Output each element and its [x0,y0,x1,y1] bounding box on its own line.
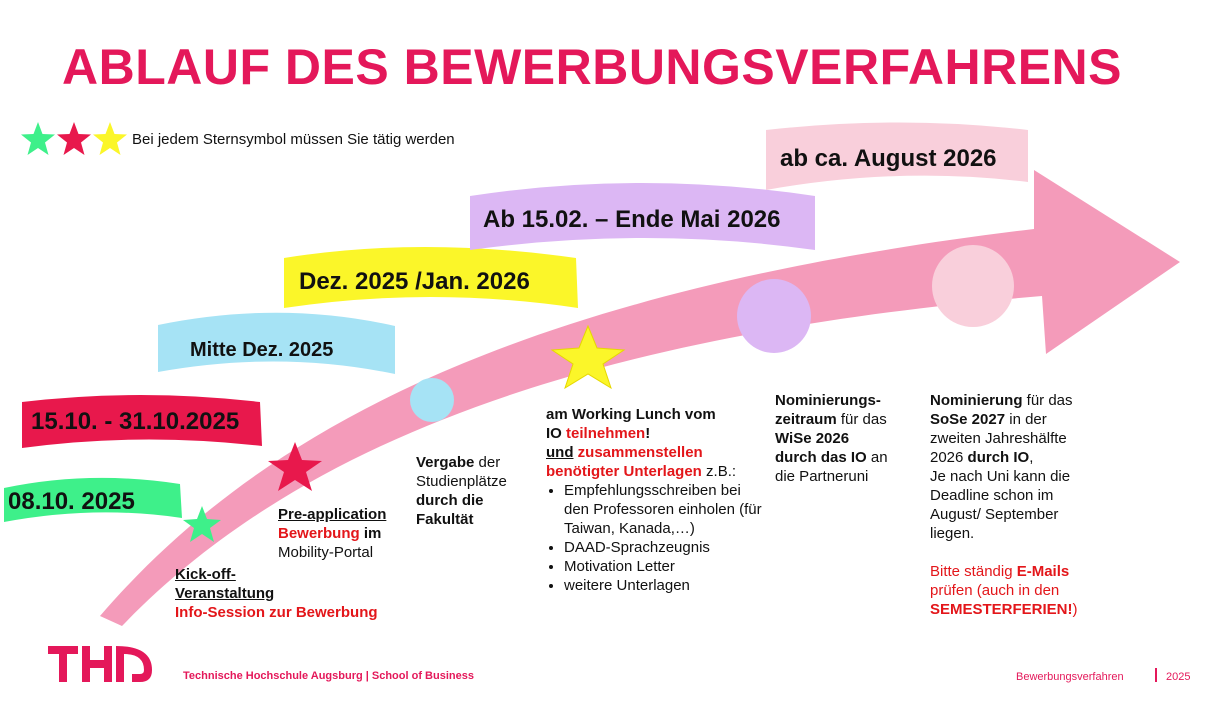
banner-label-5: Ab 15.02. – Ende Mai 2026 [483,206,781,233]
star-green-icon [20,121,56,157]
banner-label-1: 08.10. 2025 [8,488,135,515]
vergabe-bold: Vergabe [416,454,475,471]
wise-zeitraum: zeitraum [775,411,837,428]
footer-topic: Bewerbungsverfahren [1016,671,1124,683]
footer-institution: Technische Hochschule Augsburg | School of Business [183,670,474,682]
lunch-und: und [546,444,574,461]
step-working-lunch [546,405,766,595]
step-preapplication [278,505,386,562]
tha-logo [48,640,158,686]
preapp-line-3: Mobility-Portal [278,544,374,561]
banner-label-2: 15.10. - 31.10.2025 [31,408,240,435]
milestone-circle-blue [410,378,454,422]
lunch-teilnehmen: teilnehmen [566,425,646,442]
page-title: ABLAUF DES BEWERBUNGSVERFAHRENS [62,39,1123,95]
sose-in-der: in der [1005,411,1047,428]
lunch-document-list [546,481,766,595]
sose-fuer-das: für das [1022,392,1073,409]
footer-separator [1155,668,1157,682]
wise-line-2 [775,410,888,429]
lunch-line-2 [546,424,766,443]
list-item: • Empfehlungsschreiben bei den Professoren einholen (für Taiwan, Kanada,…) [564,481,766,538]
lunch-line-4 [546,462,766,481]
sose-note-bitte: Bitte ständig [930,563,1017,580]
list-item: • DAAD-Sprachzeugnis [564,538,766,557]
lunch-zusammenstellen: zusammenstellen [573,444,703,461]
sose-comma: , [1029,449,1034,466]
list-item: • weitere Unterlagen [564,576,766,595]
step-nominierung-wise [775,391,888,486]
wise-durch-io: durch das IO [775,449,867,466]
lunch-line-1: am Working Lunch vom [546,406,716,423]
wise-an: an [866,449,888,466]
sose-line-1 [930,391,1078,410]
star-red-icon [56,121,92,157]
sose-note-semesterferien: SEMESTERFERIEN! [930,601,1073,618]
step-vergabe [416,453,507,529]
sose-note-paren: ) [1072,601,1078,618]
milestone-circle-lavender [737,279,811,353]
kickoff-line-1: Kick-off- [175,566,236,583]
sose-durch-io: durch IO [967,449,1030,466]
sose-note-line-3 [930,600,1078,619]
star-yellow-icon [92,121,128,157]
wise-line-4 [775,448,888,467]
vergabe-line-4: Fakultät [416,511,474,528]
sose-line-4 [930,448,1078,467]
sose-line-8: liegen. [930,525,975,542]
vergabe-der: der [474,454,501,471]
sose-line-7: August/ September [930,506,1059,523]
preapp-im: im [359,525,382,542]
wise-fuer-das: für das [836,411,887,428]
legend [20,121,455,157]
sose-note-emails: E-Mails [1016,563,1070,580]
sose-line-2 [930,410,1078,429]
lunch-exclaim: ! [645,425,651,442]
wise-line-1: Nominierungs- [775,392,881,409]
sose-note-line-1 [930,562,1078,581]
lunch-zb: z.B.: [701,463,737,480]
sose-nominierung: Nominierung [930,392,1023,409]
sose-line-6: Deadline schon im [930,487,1054,504]
step-kickoff [175,565,378,622]
legend-text: Bei jedem Sternsymbol müssen Sie tätig werden [132,130,455,148]
banner-label-6: ab ca. August 2026 [780,145,997,172]
preapp-line-1: Pre-application [278,506,387,523]
list-item: • Motivation Letter [564,557,766,576]
kickoff-line-3: Info-Session zur Bewerbung [175,604,378,621]
sose-line-3: zweiten Jahreshälfte [930,430,1067,447]
vergabe-line-3: durch die [416,492,484,509]
wise-line-5: die Partneruni [775,468,869,485]
banner-label-3: Mitte Dez. 2025 [190,339,334,361]
footer-year: 2025 [1166,671,1191,683]
wise-line-3: WiSe 2026 [775,430,850,447]
kickoff-line-2: Veranstaltung [175,585,275,602]
preapp-bewerbung: Bewerbung [278,525,360,542]
sose-2026: 2026 [930,449,968,466]
lunch-unterlagen: benötigter Unterlagen [546,463,702,480]
lunch-line-3 [546,443,766,462]
lunch-io: IO [546,425,567,442]
sose-line-5: Je nach Uni kann die [930,468,1071,485]
preapp-line-2 [278,524,386,543]
banner-label-4: Dez. 2025 /Jan. 2026 [299,268,530,295]
sose-note-line-2: prüfen (auch in den [930,582,1060,599]
step-nominierung-sose [930,391,1078,619]
vergabe-line-1 [416,453,507,472]
sose-2027: SoSe 2027 [930,411,1006,428]
vergabe-line-2: Studienplätze [416,473,507,490]
milestone-circle-pink [932,245,1014,327]
